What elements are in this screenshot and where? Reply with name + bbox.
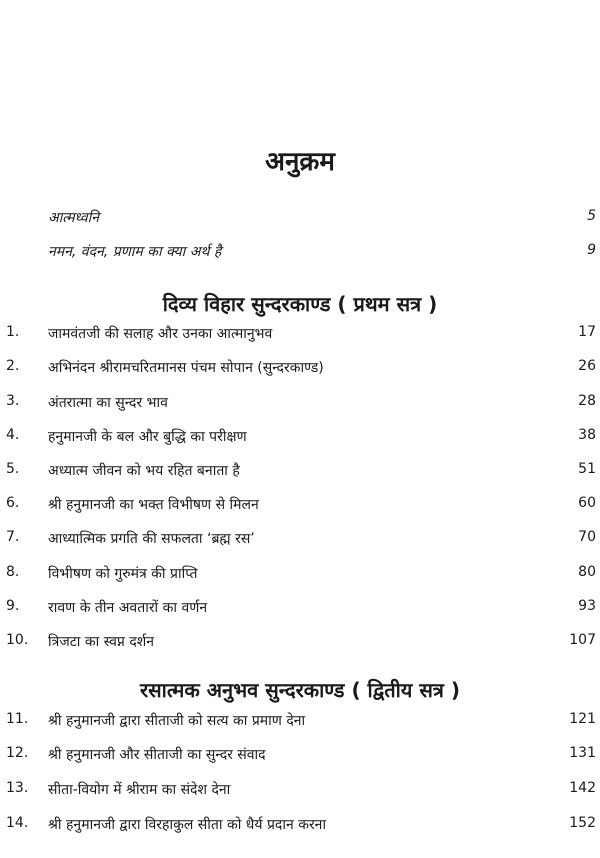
toc-entry bbox=[0, 495, 600, 521]
toc-entry-text: श्री हनुमानजी द्वारा विरहाकुल सीता को धैर्य प्रदान करना bbox=[48, 817, 327, 833]
toc-entry bbox=[0, 358, 600, 384]
toc-entry-page: 152 bbox=[569, 815, 596, 831]
toc-entry-text: विभीषण को गुरुमंत्र की प्राप्ति bbox=[48, 566, 198, 582]
toc-entry bbox=[0, 711, 600, 737]
toc-entry-page: 70 bbox=[578, 529, 596, 545]
toc-entry-text: जामवंतजी की सलाह और उनका आत्मानुभव bbox=[48, 326, 273, 342]
toc-entry-text: श्री हनुमानजी का भक्त विभीषण से मिलन bbox=[48, 497, 259, 513]
section-heading: रसात्मक अनुभव सुन्दरकाण्ड ( द्वितीय सत्र ) bbox=[139, 678, 461, 702]
toc-entry-text: श्री हनुमानजी द्वारा सीताजी को सत्य का प्रमाण देना bbox=[48, 713, 306, 729]
toc-entry-page: 17 bbox=[578, 324, 596, 340]
toc-entry-page: 107 bbox=[569, 632, 596, 648]
toc-entry-number: 8. bbox=[6, 564, 20, 580]
toc-entry bbox=[0, 632, 600, 658]
toc-entry-number: 3. bbox=[6, 393, 20, 409]
intro-entry-text: नमन, वंदन, प्रणाम का क्या अर्थ है bbox=[48, 244, 222, 260]
toc-entry-page: 93 bbox=[578, 598, 596, 614]
toc-entry-text: अध्यात्म जीवन को भय रहित बनाता है bbox=[48, 463, 240, 479]
toc-entry bbox=[0, 324, 600, 350]
toc-entry bbox=[0, 780, 600, 806]
toc-entry bbox=[0, 745, 600, 771]
toc-entry bbox=[0, 393, 600, 419]
toc-entry-text: हनुमानजी के बल और बुद्धि का परीक्षण bbox=[48, 429, 247, 445]
toc-entry-page: 142 bbox=[569, 780, 596, 796]
intro-entry-page: 9 bbox=[587, 242, 596, 258]
toc-entry bbox=[0, 815, 600, 841]
toc-entry-page: 38 bbox=[578, 427, 596, 443]
toc-entry-text: अभिनंदन श्रीरामचरितमानस पंचम सोपान (सुन्दरकाण्ड) bbox=[48, 360, 324, 376]
toc-entry-number: 12. bbox=[6, 745, 29, 761]
intro-entry bbox=[48, 208, 596, 232]
toc-entry-number: 2. bbox=[6, 358, 20, 374]
toc-entry-page: 51 bbox=[578, 461, 596, 477]
toc-entry-number: 1. bbox=[6, 324, 20, 340]
toc-entry bbox=[0, 427, 600, 453]
intro-entry-text: आत्मध्वनि bbox=[48, 210, 100, 226]
toc-entry-number: 7. bbox=[6, 529, 20, 545]
toc-entry-number: 11. bbox=[6, 711, 29, 727]
toc-entry-number: 9. bbox=[6, 598, 20, 614]
toc-entry-page: 131 bbox=[569, 745, 596, 761]
toc-entry-text: त्रिजटा का स्वप्न दर्शन bbox=[48, 634, 155, 650]
toc-entry-number: 13. bbox=[6, 780, 29, 796]
page-title: अनुक्रम bbox=[265, 147, 335, 177]
intro-entry bbox=[48, 242, 596, 266]
toc-entry-number: 5. bbox=[6, 461, 20, 477]
toc-entry-page: 60 bbox=[578, 495, 596, 511]
section-heading: दिव्य विहार सुन्दरकाण्ड ( प्रथम सत्र ) bbox=[162, 292, 438, 316]
toc-entry-text: श्री हनुमानजी और सीताजी का सुन्दर संवाद bbox=[48, 747, 266, 763]
intro-entry-page: 5 bbox=[587, 208, 596, 224]
toc-entry-number: 6. bbox=[6, 495, 20, 511]
toc-entry bbox=[0, 564, 600, 590]
toc-entry bbox=[0, 529, 600, 555]
toc-entry-number: 14. bbox=[6, 815, 29, 831]
toc-entry-page: 28 bbox=[578, 393, 596, 409]
toc-entry-page: 121 bbox=[569, 711, 596, 727]
toc-entry-page: 80 bbox=[578, 564, 596, 580]
toc-entry-text: अंतरात्मा का सुन्दर भाव bbox=[48, 395, 168, 411]
toc-entry-text: सीता-वियोग में श्रीराम का संदेश देना bbox=[48, 782, 231, 798]
toc-entry-text: रावण के तीन अवतारों का वर्णन bbox=[48, 600, 208, 616]
toc-entry-number: 10. bbox=[6, 632, 29, 648]
toc-entry-page: 26 bbox=[578, 358, 596, 374]
toc-entry-number: 4. bbox=[6, 427, 20, 443]
toc-entry-text: आध्यात्मिक प्रगति की सफलता ‘ब्रह्म रस’ bbox=[48, 531, 255, 547]
toc-entry bbox=[0, 598, 600, 624]
toc-entry bbox=[0, 461, 600, 487]
